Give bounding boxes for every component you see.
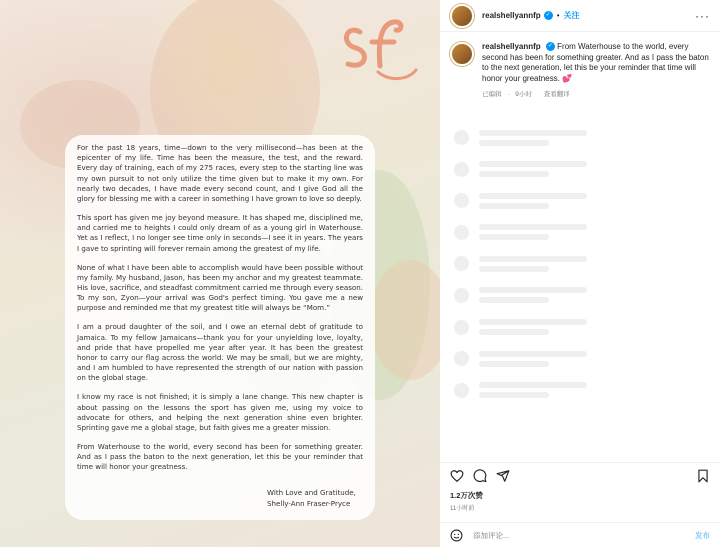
post-sidebar (440, 0, 720, 547)
comment-composer (440, 522, 720, 547)
letter-paragraph: I am a proud daughter of the soil, and I owe an eternal debt of gratitude to Jamaica. To my fellow Jamaicans—thank you for your unyielding love, loyalty, and pride that have propelled me year after year. It has been the greatest honor to carry our flag across the world. We may be small, but we are mighty, and I am humbled to have represented the strength of our nation with passion on the global stage. (77, 322, 363, 383)
signature-name: Shelly-Ann Fraser-Pryce (267, 498, 351, 508)
avatar[interactable] (450, 4, 474, 28)
letter-signature (267, 487, 363, 509)
comment-placeholder (454, 251, 720, 277)
avatar[interactable] (450, 42, 474, 66)
comments-loading (440, 125, 720, 404)
post-timestamp[interactable]: 11小时前 (450, 506, 475, 512)
verified-badge-icon: ✓ (547, 43, 553, 50)
comment-placeholder (454, 282, 720, 308)
post-header (440, 0, 720, 32)
sfp-logo (338, 14, 418, 84)
comment-placeholder (454, 314, 720, 340)
separator-dot: • (556, 11, 560, 20)
bookmark-icon[interactable] (696, 469, 710, 483)
like-count[interactable]: 1.2万次赞 (450, 491, 483, 500)
post-comment-button[interactable]: 发布 (695, 530, 710, 540)
signoff-line: With Love and Gratitude, (267, 487, 356, 497)
comment-placeholder (454, 346, 720, 372)
caption-time[interactable]: 9小时 (515, 91, 532, 98)
username[interactable]: realshellyannfp (482, 11, 541, 20)
letter-card (65, 135, 375, 520)
caption (440, 32, 720, 101)
comment-placeholder (454, 156, 720, 182)
photo-background (370, 260, 440, 380)
caption-username[interactable]: realshellyannfp (482, 42, 541, 51)
share-icon[interactable] (496, 469, 510, 483)
translate-link[interactable]: 查看翻译 (543, 91, 570, 98)
comment-placeholder (454, 188, 720, 214)
comment-icon[interactable] (473, 469, 487, 483)
action-bar (440, 462, 720, 488)
comment-input[interactable]: 添加评论... (473, 530, 510, 540)
comment-placeholder (454, 219, 720, 245)
like-heart-icon[interactable] (450, 469, 464, 483)
caption-text: From Waterhouse to the world, every second has been for something greater. And as I pass the baton to the next generation, let this be your reminder that time will honor your greatness. 💕 (482, 42, 709, 83)
follow-button[interactable]: 关注 (563, 11, 580, 20)
caption-meta: 已编辑 · 9小时 查看翻译 (482, 91, 570, 98)
comment-placeholder (454, 377, 720, 403)
letter-paragraph: From Waterhouse to the world, every second has been for something greater. And as I pass the baton to the next generation, let this be your reminder that time will honor your greatness. (77, 442, 363, 472)
letter-paragraph: For the past 18 years, time—down to the very millisecond—has been at the epicenter of my life. Time has been the measure, the test, and the reward. Every day of training, each of my 275 races, every step to the starting line was my own pursuit to not only utilize the time given but to make it my own. For nearly two decades, I have made every second count, and I give God all the glory for blessing me with a career in something I have grown to love so deeply. (77, 143, 363, 204)
comment-placeholder (454, 125, 720, 151)
verified-badge-icon: ✓ (545, 12, 551, 18)
letter-paragraph: None of what I have been able to accomplish would have been possible without my family. My husband, Jason, has been my anchor and my greatest teammate. His love, sacrifice, and steadfast commitment carried me through every season. To my son, Zyon—your arrival was God's perfect timing. You gave me a new purpose and reminded me that my greatest title will always be “Mom.” (77, 262, 363, 313)
letter-paragraph: I know my race is not finished; it is simply a lane change. This new chapter is about passing on the lessons the sport has given me, using my voice to advocate for others, and helping the next generation shine even brighter. Sprinting gave me a global stage, but faith gives me a greater mission. (77, 392, 363, 433)
more-options-icon[interactable]: ··· (695, 8, 710, 23)
letter-paragraph: This sport has given me joy beyond measure. It has shaped me, disciplined me, and carried me to heights I could only dream of as a young girl in Waterhouse. Yet as I reflect, I no longer see time only in seconds—I see it in years. The years I gave to sprinting will forever remain among the greatest of my life. (77, 213, 363, 253)
emoji-icon[interactable] (450, 529, 463, 542)
edited-label: 已编辑 (482, 91, 502, 98)
